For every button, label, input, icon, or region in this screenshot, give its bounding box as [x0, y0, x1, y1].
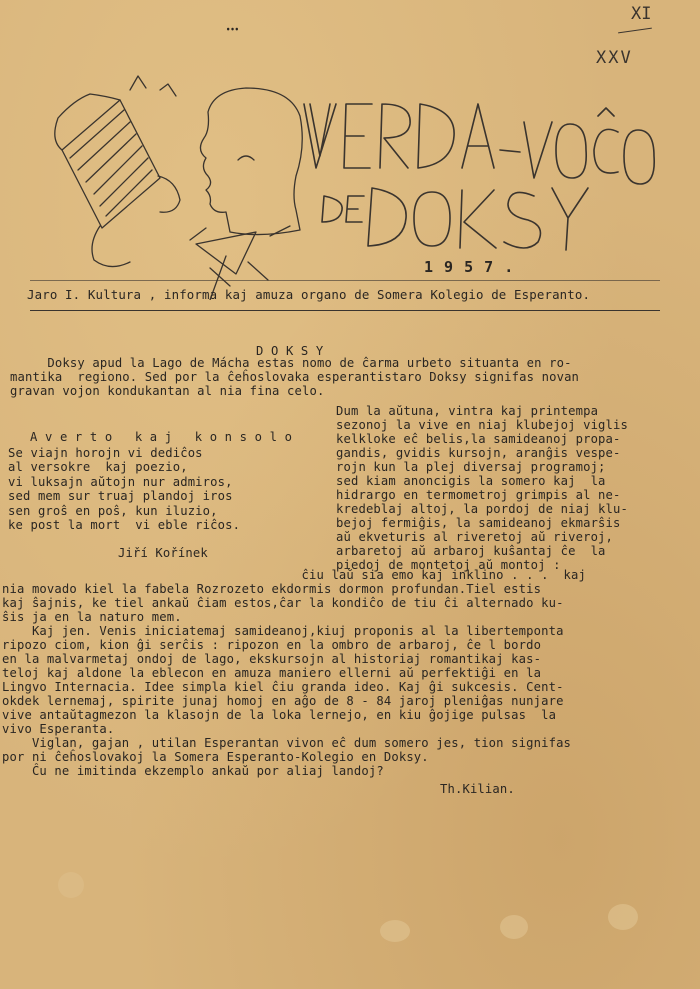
article-title: D O K S Y [256, 344, 324, 358]
paper-stain [608, 904, 638, 930]
body-line: Lingvo Internacia. Idee simpla kiel ĉiu granda ideo. Kaj ĝi sukcesis. Cent- [2, 680, 564, 694]
small-header-mark: ꞏꞏꞏ [226, 22, 239, 38]
masthead-rule-top [30, 280, 660, 281]
right-column-line: rojn kun la plej diversaj programoj; [336, 460, 606, 474]
masthead-year: 1 9 5 7 . [424, 258, 515, 276]
poem [8, 446, 240, 532]
poem-line: sed mem sur truaj plandoj iros [8, 489, 233, 504]
corner-mark-bottom: XXV [596, 48, 633, 68]
body-line: Viglan, gajan , utilan Esperantan vivon eĉ dum somero jes, tion signifas [2, 736, 572, 750]
masthead-subtitle: Jaro I. Kultura , informa kaj amuza organo de Somera Kolegio de Esperanto. [27, 287, 591, 302]
paper-stain [58, 872, 84, 898]
body-line: en la malvarmetaj ondoj de lago, ekskursojn al historiaj romantikaj kas- [2, 652, 542, 666]
title-word-verda [348, 138, 468, 184]
right-column-line: sed kiam anoncigis la somero kaj la [336, 474, 606, 488]
poem-line: ke post la mort vi eble riĉos. [8, 518, 241, 533]
poem-author: Jiří Kořínek [118, 546, 208, 560]
body-line: nia movado kiel la fabela Rozrozeto ekdormis dormon profundan.Tiel estis [2, 582, 542, 596]
body-line: ŝis ja en la naturo mem. [2, 610, 182, 624]
article-intro [10, 356, 579, 398]
body-line: Ĉu ne imitinda ekzemplo ankaŭ por aliaj landoj? [2, 764, 384, 778]
head-drawing [190, 88, 302, 300]
intro-line: mantika regiono. Sed por la ĉeĥoslovaka esperantistaro Doksy signifas novan [10, 370, 580, 384]
article-body [2, 568, 586, 778]
body-line: kaj ŝajnis, ke tiel ankaŭ ĉiam estos,ĉar la kondiĉo de tiu ĉi alternado ku- [2, 596, 564, 610]
right-column-line: Dum la aŭtuna, vintra kaj printempa [336, 404, 599, 418]
body-line: ĉiu laŭ sia emo kaj inklino . . . kaj [2, 568, 587, 582]
paper-stain [380, 920, 410, 942]
paper-stain [500, 915, 528, 939]
right-column-line: bejoj fermiĝis, la samideanoj ekmarŝis [336, 516, 621, 530]
right-column-line: sezonoj la vive en niaj klubejoj viglis [336, 418, 629, 432]
body-line: teloj kaj aldone la eblecon en amuza maniero ellerni aŭ perfektiĝi en la [2, 666, 542, 680]
body-line: Kaj jen. Venis iniciatemaj samideanoj,kiuj proponis al la libertemponta [2, 624, 564, 638]
right-column-line: kelkloke eĉ belis,la samideanoj propa- [336, 432, 621, 446]
intro-line: Doksy apud la Lago de Mácha estas nomo de ĉarma urbeto situanta en ro- [10, 356, 572, 370]
right-column-line: aŭ ekveturis al riveretoj aŭ riveroj, [336, 530, 614, 544]
body-line: okdek lernemaj, spirite junaj homoj en aĝo de 8 - 84 jaroj pleniĝas nunjare [2, 694, 564, 708]
body-line: por ni ĉeĥoslovakoj la Somera Esperanto-Kolegio en Doksy. [2, 750, 429, 764]
right-column-line: gandis, gvidis kursojn, aranĝis vespe- [336, 446, 621, 460]
right-column-line: arbaretoj aŭ arbaroj kuŝantaj ĉe la [336, 544, 606, 558]
corner-mark-top: XI [631, 4, 652, 24]
poem-title: A v e r t o k a j k o n s o l o [30, 430, 293, 444]
signature: Th.Kilian. [440, 782, 515, 796]
book-drawing [55, 76, 180, 267]
poem-line: al versokre kaj poezio, [8, 460, 188, 475]
body-line: ripozo ciom, kion ĝi serĉis : ripozon en la ombro de arbaroj, ĉe l bordo [2, 638, 542, 652]
right-column [336, 404, 628, 572]
right-column-line: piedoj de montetoj aŭ montoj : [336, 558, 561, 572]
poem-line: sen groŝ en poŝ, kun iluzio, [8, 503, 218, 518]
masthead-rule-bottom [30, 310, 660, 311]
poem-line: Se viajn horojn vi dediĉos [8, 446, 203, 460]
intro-line: gravan vojon kondukantan al nia fina celo. [10, 384, 325, 398]
poem-line: vi luksajn aŭtojn nur admiros, [8, 474, 233, 489]
body-line: vive antaŭtagmezon la klasojn de la loka lernejo, en kiu ĝojige pulsas la [2, 708, 557, 722]
title-word-voco [348, 184, 444, 230]
title-word-de [348, 230, 396, 276]
right-column-line: hidrargo en termometroj grimpis al ne- [336, 488, 621, 502]
body-line: vivo Esperanta. [2, 722, 115, 736]
right-column-line: kredeblaj altoj, la pordoj de niaj klu- [336, 502, 629, 516]
